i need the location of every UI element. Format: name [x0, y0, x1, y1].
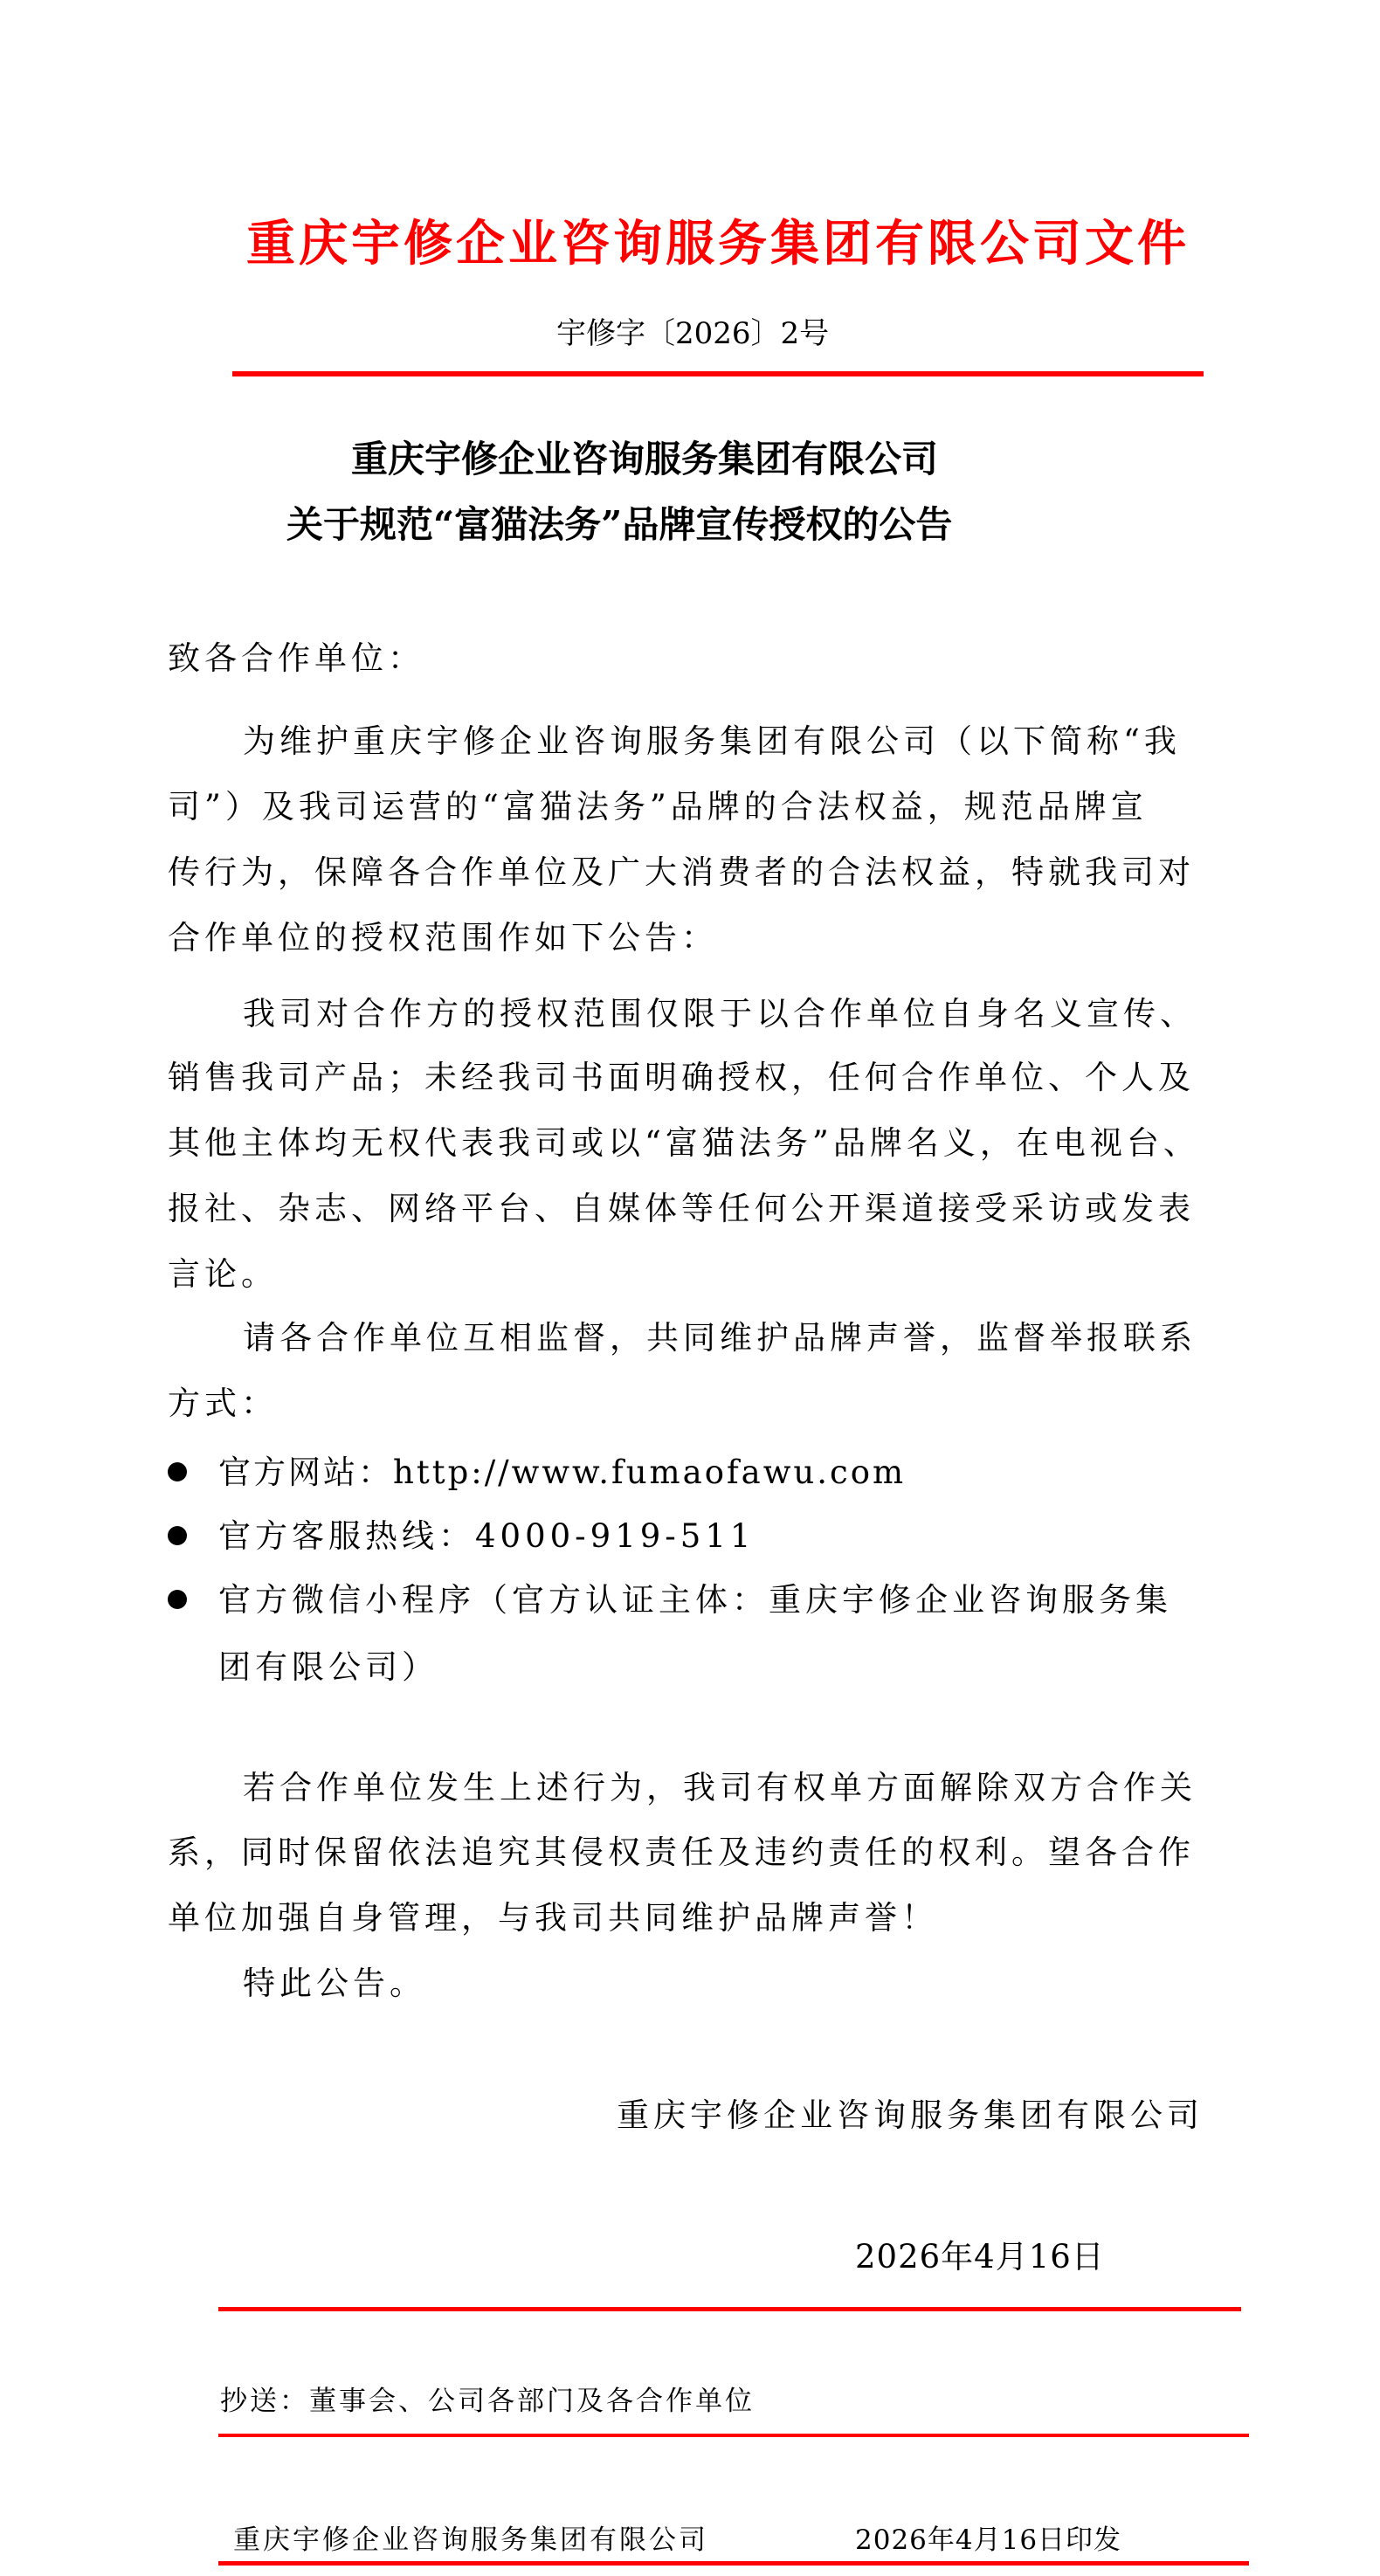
issue-date: 2026年4月16日印发	[855, 2524, 1122, 2556]
paragraph-line: 为维护重庆宇修企业咨询服务集团有限公司（以下简称“我	[243, 722, 1181, 760]
salutation: 致各合作单位：	[168, 639, 424, 677]
contact-miniprogram: 官方微信小程序（官方认证主体：重庆宇修企业咨询服务集	[218, 1581, 1172, 1619]
signature-date: 2026年4月16日	[855, 2238, 1105, 2276]
paragraph-line: 单位加强自身管理，与我司共同维护品牌声誉！	[168, 1899, 938, 1937]
document-number: 宇修字〔2026〕2号	[556, 316, 830, 351]
contact-miniprogram-continuation: 团有限公司）	[218, 1648, 438, 1686]
paragraph-line: 传行为，保障各合作单位及广大消费者的合法权益，特就我司对	[168, 853, 1195, 891]
issuer-org: 重庆宇修企业咨询服务集团有限公司	[233, 2524, 708, 2556]
bullet-icon	[168, 1526, 187, 1545]
contact-website: 官方网站：http://www.fumaofawu.com	[218, 1454, 907, 1491]
paragraph-line: 合作单位的授权范围作如下公告：	[168, 919, 718, 957]
announcement-title-line2: 关于规范“富猫法务”品牌宣传授权的公告	[286, 503, 953, 546]
paragraph-line: 报社、杂志、网络平台、自媒体等任何公开渠道接受采访或发表	[168, 1190, 1195, 1227]
paragraph-line: 司”）及我司运营的“富猫法务”品牌的合法权益，规范品牌宣	[168, 788, 1148, 825]
bullet-icon	[168, 1462, 187, 1481]
paragraph-line: 请各合作单位互相监督，共同维护品牌声誉，监督举报联系	[243, 1319, 1197, 1357]
paragraph-line: 其他主体均无权代表我司或以“富猫法务”品牌名义，在电视台、	[168, 1124, 1200, 1162]
contact-hotline: 官方客服热线：4000-919-511	[218, 1517, 756, 1555]
bullet-icon	[168, 1590, 187, 1609]
footer-red-rule-middle	[218, 2434, 1249, 2437]
signature-org: 重庆宇修企业咨询服务集团有限公司	[617, 2096, 1204, 2134]
footer-red-rule-top	[218, 2307, 1241, 2311]
announcement-title-line1: 重庆宇修企业咨询服务集团有限公司	[351, 438, 939, 480]
paragraph-line: 销售我司产品；未经我司书面明确授权，任何合作单位、个人及	[168, 1059, 1195, 1096]
paragraph-line: 若合作单位发生上述行为，我司有权单方面解除双方合作关	[243, 1769, 1197, 1806]
paragraph-line: 言论。	[168, 1255, 278, 1293]
document-header-title: 重庆宇修企业咨询服务集团有限公司文件	[246, 215, 1190, 273]
footer-red-rule-bottom	[218, 2561, 1249, 2566]
cc-recipients: 抄送：董事会、公司各部门及各合作单位	[220, 2386, 755, 2417]
paragraph-line: 方式：	[168, 1385, 278, 1422]
paragraph-line: 系，同时保留依法追究其侵权责任及违约责任的权利。望各合作	[168, 1834, 1195, 1871]
paragraph-line: 我司对合作方的授权范围仅限于以合作单位自身名义宣传、	[243, 995, 1197, 1032]
closing-remark: 特此公告。	[243, 1965, 426, 2002]
header-red-rule	[232, 371, 1204, 376]
